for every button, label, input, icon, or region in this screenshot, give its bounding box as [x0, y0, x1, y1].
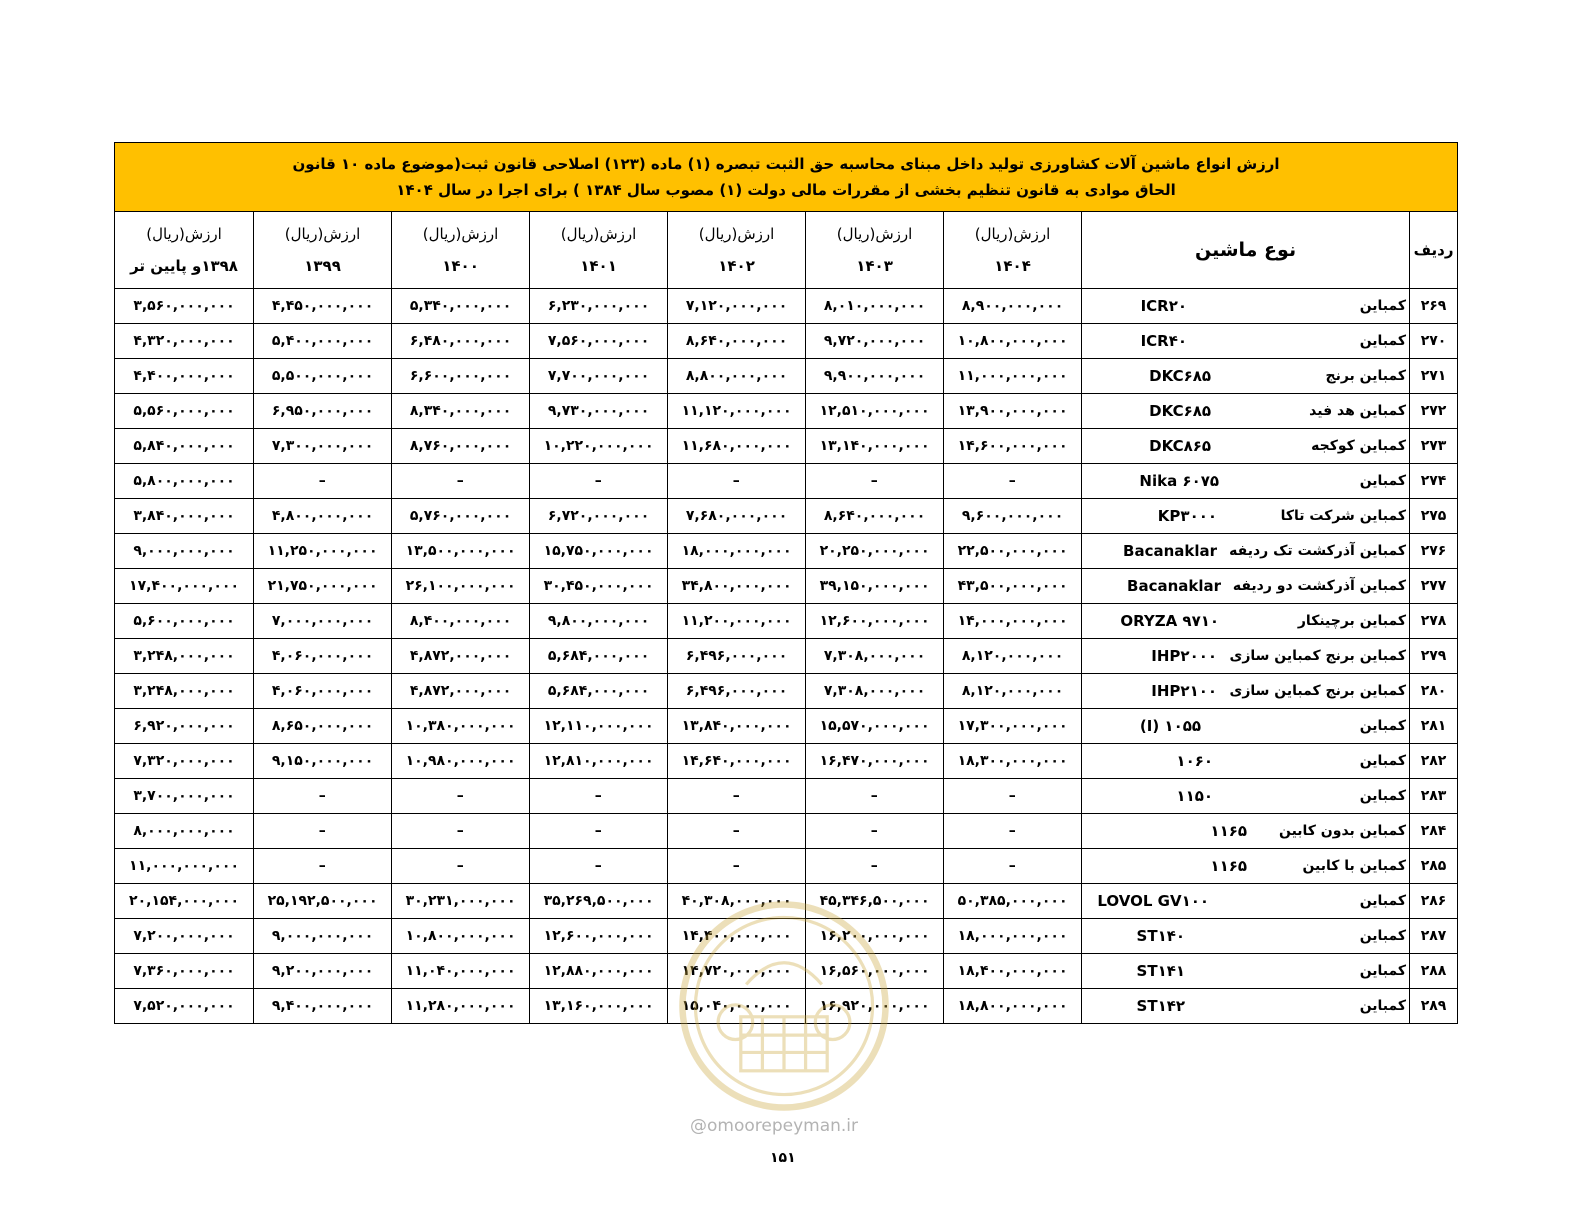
machine-type-cell: [1082, 429, 1410, 464]
value-cell: ۵,۶۰۰,۰۰۰,۰۰۰: [115, 604, 254, 639]
value-cell: ۴,۴۰۰,۰۰۰,۰۰۰: [115, 359, 254, 394]
machine-type-cell: [1082, 674, 1410, 709]
machine-model: DKC۶۸۵: [1149, 367, 1212, 385]
machine-name: کمباین برنج کمباین سازی: [1229, 683, 1407, 699]
machine-model: LOVOL GV۱۰۰: [1097, 892, 1210, 910]
row-number: ۲۷۵: [1410, 499, 1458, 534]
value-cell: ۱۴,۶۴۰,۰۰۰,۰۰۰: [668, 744, 806, 779]
value-cell: ۸,۶۴۰,۰۰۰,۰۰۰: [668, 324, 806, 359]
value-cell: ۹,۸۰۰,۰۰۰,۰۰۰: [530, 604, 668, 639]
header-row: [115, 212, 1458, 289]
header-year: ۱۳۹۹: [304, 257, 341, 275]
title-line-2: الحاق موادی به قانون تنظیم بخشی از مقررات مالی دولت (۱) مصوب سال ۱۳۸۴ ) برای اجرا در سال ۱۴۰۴: [396, 181, 1176, 199]
value-cell: ۹,۲۰۰,۰۰۰,۰۰۰: [254, 954, 392, 989]
value-cell: –: [392, 849, 530, 884]
value-cell: ۸,۸۰۰,۰۰۰,۰۰۰: [668, 359, 806, 394]
machine-model: DKC۶۸۵: [1149, 402, 1212, 420]
value-cell: ۹,۴۰۰,۰۰۰,۰۰۰: [254, 989, 392, 1024]
machine-name: کمباین: [1359, 998, 1407, 1014]
watermark-site: [690, 1116, 858, 1136]
machine-name: کمباین: [1359, 298, 1407, 314]
value-cell: ۶,۹۲۰,۰۰۰,۰۰۰: [115, 709, 254, 744]
value-cell: ۲۱,۷۵۰,۰۰۰,۰۰۰: [254, 569, 392, 604]
value-cell: –: [668, 464, 806, 499]
value-cell: ۱۲,۱۱۰,۰۰۰,۰۰۰: [530, 709, 668, 744]
title-line-1: ارزش انواع ماشین آلات کشاورزی تولید داخل مبنای محاسبه حق الثبت تبصره (۱) ماده (۱۲۳) اصلاحی قانون ثبت(موضوع ماده ۱۰ قانون: [292, 155, 1280, 173]
value-cell: ۱۶,۴۷۰,۰۰۰,۰۰۰: [806, 744, 944, 779]
value-cell: ۷,۳۰۸,۰۰۰,۰۰۰: [806, 674, 944, 709]
value-cell: –: [668, 814, 806, 849]
value-cell: ۹,۶۰۰,۰۰۰,۰۰۰: [944, 499, 1082, 534]
row-number: ۲۷۰: [1410, 324, 1458, 359]
table-row: [115, 289, 1458, 324]
value-cell: ۷,۶۸۰,۰۰۰,۰۰۰: [668, 499, 806, 534]
row-number: ۲۸۵: [1410, 849, 1458, 884]
header-value-label: ارزش(ریال): [560, 225, 637, 243]
value-cell: –: [530, 779, 668, 814]
machine-model: IHP۲۱۰۰: [1151, 682, 1218, 700]
value-cell: ۷,۳۲۰,۰۰۰,۰۰۰: [115, 744, 254, 779]
value-cell: ۵,۸۰۰,۰۰۰,۰۰۰: [115, 464, 254, 499]
value-cell: –: [254, 814, 392, 849]
value-cell: ۴,۴۵۰,۰۰۰,۰۰۰: [254, 289, 392, 324]
value-cell: ۱۸,۳۰۰,۰۰۰,۰۰۰: [944, 744, 1082, 779]
row-number: ۲۷۸: [1410, 604, 1458, 639]
machine-name: کمباین برنج کمباین سازی: [1229, 648, 1407, 664]
value-cell: ۹,۷۳۰,۰۰۰,۰۰۰: [530, 394, 668, 429]
machine-model: ۱۱۶۵: [1210, 857, 1248, 875]
machine-type-cell: [1082, 394, 1410, 429]
machine-name: کمباین: [1359, 788, 1407, 804]
value-cell: –: [668, 779, 806, 814]
row-number: ۲۷۶: [1410, 534, 1458, 569]
value-cell: ۱۵,۵۷۰,۰۰۰,۰۰۰: [806, 709, 944, 744]
value-cell: ۱۱,۲۸۰,۰۰۰,۰۰۰: [392, 989, 530, 1024]
value-cell: ۷,۳۰۰,۰۰۰,۰۰۰: [254, 429, 392, 464]
value-cell: ۱۷,۴۰۰,۰۰۰,۰۰۰: [115, 569, 254, 604]
value-cell: ۲۰,۱۵۴,۰۰۰,۰۰۰: [115, 884, 254, 919]
value-cell: ۱۴,۶۰۰,۰۰۰,۰۰۰: [944, 429, 1082, 464]
valuation-table: [114, 142, 1458, 1024]
value-cell: –: [668, 849, 806, 884]
value-cell: ۹,۰۰۰,۰۰۰,۰۰۰: [115, 534, 254, 569]
header-year-1404: [944, 212, 1082, 289]
value-cell: –: [944, 814, 1082, 849]
value-cell: ۳۰,۲۳۱,۰۰۰,۰۰۰: [392, 884, 530, 919]
machine-type-cell: [1082, 604, 1410, 639]
machine-type-cell: [1082, 569, 1410, 604]
machine-name: کمباین: [1359, 333, 1407, 349]
row-number: ۲۸۶: [1410, 884, 1458, 919]
value-cell: ۶,۴۸۰,۰۰۰,۰۰۰: [392, 324, 530, 359]
watermark-site-text: omoorepeyman.ir: [707, 1116, 859, 1136]
value-cell: –: [254, 849, 392, 884]
value-cell: ۱۳,۱۶۰,۰۰۰,۰۰۰: [530, 989, 668, 1024]
machine-type-cell: [1082, 709, 1410, 744]
value-cell: ۱۵,۰۴۰,۰۰۰,۰۰۰: [668, 989, 806, 1024]
row-number: ۲۸۴: [1410, 814, 1458, 849]
value-cell: –: [392, 814, 530, 849]
value-cell: –: [944, 779, 1082, 814]
value-cell: ۱۱,۲۵۰,۰۰۰,۰۰۰: [254, 534, 392, 569]
machine-type-cell: [1082, 359, 1410, 394]
value-cell: ۱۰,۸۰۰,۰۰۰,۰۰۰: [944, 324, 1082, 359]
row-number: ۲۸۳: [1410, 779, 1458, 814]
machine-model: IHP۲۰۰۰: [1151, 647, 1218, 665]
value-cell: ۱۱,۶۸۰,۰۰۰,۰۰۰: [668, 429, 806, 464]
machine-model: ST۱۴۲: [1136, 997, 1186, 1015]
table-row: [115, 674, 1458, 709]
value-cell: ۵,۶۸۴,۰۰۰,۰۰۰: [530, 639, 668, 674]
value-cell: ۴۳,۵۰۰,۰۰۰,۰۰۰: [944, 569, 1082, 604]
value-cell: ۵,۴۰۰,۰۰۰,۰۰۰: [254, 324, 392, 359]
value-cell: ۱۸,۸۰۰,۰۰۰,۰۰۰: [944, 989, 1082, 1024]
header-value-label: ارزش(ریال): [836, 225, 913, 243]
row-number: ۲۸۲: [1410, 744, 1458, 779]
value-cell: ۸,۴۰۰,۰۰۰,۰۰۰: [392, 604, 530, 639]
value-cell: ۱۶,۲۰۰,۰۰۰,۰۰۰: [806, 919, 944, 954]
value-cell: ۹,۱۵۰,۰۰۰,۰۰۰: [254, 744, 392, 779]
value-cell: ۶,۲۳۰,۰۰۰,۰۰۰: [530, 289, 668, 324]
header-value-label: ارزش(ریال): [698, 225, 775, 243]
machine-model: Nika ۶۰۷۵: [1139, 472, 1220, 490]
table-row: [115, 709, 1458, 744]
table-row: [115, 744, 1458, 779]
value-cell: ۸,۱۲۰,۰۰۰,۰۰۰: [944, 639, 1082, 674]
value-cell: ۲۲,۵۰۰,۰۰۰,۰۰۰: [944, 534, 1082, 569]
value-cell: –: [530, 849, 668, 884]
value-cell: ۹,۰۰۰,۰۰۰,۰۰۰: [254, 919, 392, 954]
value-cell: ۴,۸۷۲,۰۰۰,۰۰۰: [392, 674, 530, 709]
value-cell: ۹,۹۰۰,۰۰۰,۰۰۰: [806, 359, 944, 394]
table-row: [115, 359, 1458, 394]
machine-type-cell: [1082, 954, 1410, 989]
row-number: ۲۸۷: [1410, 919, 1458, 954]
header-year: ۱۴۰۰: [442, 257, 479, 275]
table-row: [115, 814, 1458, 849]
value-cell: ۵۰,۳۸۵,۰۰۰,۰۰۰: [944, 884, 1082, 919]
header-year-1403: [806, 212, 944, 289]
table-row: [115, 604, 1458, 639]
value-cell: ۱۳,۹۰۰,۰۰۰,۰۰۰: [944, 394, 1082, 429]
value-cell: ۱۳,۱۴۰,۰۰۰,۰۰۰: [806, 429, 944, 464]
at-icon: @: [690, 1116, 707, 1136]
value-cell: ۴۵,۳۴۶,۵۰۰,۰۰۰: [806, 884, 944, 919]
value-cell: ۱۰,۳۸۰,۰۰۰,۰۰۰: [392, 709, 530, 744]
header-year: ۱۴۰۳: [856, 257, 893, 275]
value-cell: ۲۵,۱۹۲,۵۰۰,۰۰۰: [254, 884, 392, 919]
header-year-1400: [392, 212, 530, 289]
page-number: ۱۵۱: [770, 1150, 796, 1166]
value-cell: ۵,۷۶۰,۰۰۰,۰۰۰: [392, 499, 530, 534]
machine-type-cell: [1082, 989, 1410, 1024]
value-cell: –: [254, 464, 392, 499]
value-cell: ۱۴,۴۰۰,۰۰۰,۰۰۰: [668, 919, 806, 954]
value-cell: ۵,۸۴۰,۰۰۰,۰۰۰: [115, 429, 254, 464]
header-year-1402: [668, 212, 806, 289]
table-row: [115, 394, 1458, 429]
table-row: [115, 464, 1458, 499]
value-cell: ۴,۰۶۰,۰۰۰,۰۰۰: [254, 639, 392, 674]
value-cell: ۷,۷۰۰,۰۰۰,۰۰۰: [530, 359, 668, 394]
row-number: ۲۷۱: [1410, 359, 1458, 394]
value-cell: ۷,۵۶۰,۰۰۰,۰۰۰: [530, 324, 668, 359]
value-cell: ۱۱,۱۲۰,۰۰۰,۰۰۰: [668, 394, 806, 429]
header-year: ۱۴۰۴: [994, 257, 1031, 275]
value-cell: ۸,۳۴۰,۰۰۰,۰۰۰: [392, 394, 530, 429]
value-cell: ۱۰,۸۰۰,۰۰۰,۰۰۰: [392, 919, 530, 954]
row-number: ۲۷۴: [1410, 464, 1458, 499]
value-cell: ۵,۶۸۴,۰۰۰,۰۰۰: [530, 674, 668, 709]
machine-model: ۱۰۶۰: [1176, 752, 1214, 770]
value-cell: ۴,۸۰۰,۰۰۰,۰۰۰: [254, 499, 392, 534]
machine-type-cell: [1082, 534, 1410, 569]
machine-type-cell: [1082, 464, 1410, 499]
value-cell: ۶,۴۹۶,۰۰۰,۰۰۰: [668, 674, 806, 709]
value-cell: ۱۶,۹۲۰,۰۰۰,۰۰۰: [806, 989, 944, 1024]
value-cell: ۱۸,۰۰۰,۰۰۰,۰۰۰: [944, 919, 1082, 954]
machine-name: کمباین برچینکار: [1297, 613, 1407, 629]
machine-name: کمباین: [1359, 928, 1407, 944]
row-number: ۲۷۷: [1410, 569, 1458, 604]
row-number: ۲۶۹: [1410, 289, 1458, 324]
value-cell: ۱۲,۶۰۰,۰۰۰,۰۰۰: [530, 919, 668, 954]
machine-name: کمباین: [1359, 963, 1407, 979]
value-cell: ۱۱,۰۰۰,۰۰۰,۰۰۰: [115, 849, 254, 884]
value-cell: ۱۲,۸۸۰,۰۰۰,۰۰۰: [530, 954, 668, 989]
machine-type-cell: [1082, 814, 1410, 849]
machine-name: کمباین با کابین: [1302, 858, 1407, 874]
machine-type-cell: [1082, 639, 1410, 674]
value-cell: ۱۲,۵۱۰,۰۰۰,۰۰۰: [806, 394, 944, 429]
value-cell: ۳,۲۴۸,۰۰۰,۰۰۰: [115, 639, 254, 674]
value-cell: ۱۱,۲۰۰,۰۰۰,۰۰۰: [668, 604, 806, 639]
value-cell: ۸,۰۰۰,۰۰۰,۰۰۰: [115, 814, 254, 849]
value-cell: ۱۱,۰۴۰,۰۰۰,۰۰۰: [392, 954, 530, 989]
value-cell: –: [254, 779, 392, 814]
value-cell: –: [806, 849, 944, 884]
value-cell: –: [530, 814, 668, 849]
machine-name: کمباین کوکجه: [1311, 438, 1407, 454]
machine-type-cell: [1082, 919, 1410, 954]
value-cell: ۸,۹۰۰,۰۰۰,۰۰۰: [944, 289, 1082, 324]
value-cell: ۵,۵۰۰,۰۰۰,۰۰۰: [254, 359, 392, 394]
machine-name: کمباین: [1359, 473, 1407, 489]
value-cell: ۱۰,۲۲۰,۰۰۰,۰۰۰: [530, 429, 668, 464]
machine-model: DKC۸۶۵: [1149, 437, 1212, 455]
machine-name: کمباین هد فید: [1309, 403, 1407, 419]
value-cell: ۱۱,۰۰۰,۰۰۰,۰۰۰: [944, 359, 1082, 394]
header-year: ۱۴۰۲: [718, 257, 755, 275]
value-cell: ۴,۸۷۲,۰۰۰,۰۰۰: [392, 639, 530, 674]
value-cell: ۱۰,۹۸۰,۰۰۰,۰۰۰: [392, 744, 530, 779]
row-number: ۲۷۳: [1410, 429, 1458, 464]
value-cell: ۷,۰۰۰,۰۰۰,۰۰۰: [254, 604, 392, 639]
value-cell: ۱۷,۳۰۰,۰۰۰,۰۰۰: [944, 709, 1082, 744]
value-cell: –: [392, 464, 530, 499]
value-cell: –: [806, 464, 944, 499]
row-number: ۲۷۹: [1410, 639, 1458, 674]
machine-type-cell: [1082, 744, 1410, 779]
value-cell: ۲۰,۲۵۰,۰۰۰,۰۰۰: [806, 534, 944, 569]
title-row: [115, 143, 1458, 212]
machine-name: کمباین شرکت تاکا: [1280, 508, 1407, 524]
header-row-number: ردیف: [1410, 212, 1458, 289]
row-number: ۲۸۰: [1410, 674, 1458, 709]
value-cell: ۳,۷۰۰,۰۰۰,۰۰۰: [115, 779, 254, 814]
value-cell: ۳۹,۱۵۰,۰۰۰,۰۰۰: [806, 569, 944, 604]
machine-model: Bacanaklar: [1123, 542, 1218, 560]
machine-name: کمباین آذرکشت دو ردیفه: [1232, 578, 1407, 594]
value-cell: ۷,۳۰۸,۰۰۰,۰۰۰: [806, 639, 944, 674]
value-cell: –: [530, 464, 668, 499]
header-machine-type: نوع ماشین: [1082, 212, 1410, 289]
machine-name: کمباین بدون کابین: [1278, 823, 1407, 839]
table-row: [115, 429, 1458, 464]
row-number: ۲۸۸: [1410, 954, 1458, 989]
value-cell: ۸,۶۴۰,۰۰۰,۰۰۰: [806, 499, 944, 534]
machine-model: ST۱۴۱: [1136, 962, 1186, 980]
machine-name: کمباین: [1359, 753, 1407, 769]
machine-name: کمباین: [1359, 893, 1407, 909]
value-cell: ۸,۶۵۰,۰۰۰,۰۰۰: [254, 709, 392, 744]
value-cell: ۱۲,۸۱۰,۰۰۰,۰۰۰: [530, 744, 668, 779]
machine-model: (I) ۱۰۵۵: [1139, 717, 1202, 735]
value-cell: ۱۸,۰۰۰,۰۰۰,۰۰۰: [668, 534, 806, 569]
machine-model: ۱۱۵۰: [1176, 787, 1214, 805]
value-cell: ۳۴,۸۰۰,۰۰۰,۰۰۰: [668, 569, 806, 604]
table-row: [115, 569, 1458, 604]
machine-name: کمباین برنج: [1325, 368, 1407, 384]
value-cell: ۱۲,۶۰۰,۰۰۰,۰۰۰: [806, 604, 944, 639]
machine-type-cell: [1082, 499, 1410, 534]
machine-model: ICR۴۰: [1140, 332, 1188, 350]
value-cell: ۱۸,۴۰۰,۰۰۰,۰۰۰: [944, 954, 1082, 989]
value-cell: –: [806, 814, 944, 849]
header-value-label: ارزش(ریال): [974, 225, 1051, 243]
row-number: ۲۷۲: [1410, 394, 1458, 429]
table-row: [115, 779, 1458, 814]
row-number: ۲۸۱: [1410, 709, 1458, 744]
value-cell: ۷,۲۰۰,۰۰۰,۰۰۰: [115, 919, 254, 954]
value-cell: ۶,۶۰۰,۰۰۰,۰۰۰: [392, 359, 530, 394]
table-row: [115, 639, 1458, 674]
header-year-1399: [254, 212, 392, 289]
table-title: [115, 143, 1458, 212]
value-cell: ۱۴,۰۰۰,۰۰۰,۰۰۰: [944, 604, 1082, 639]
value-cell: ۴۰,۳۰۸,۰۰۰,۰۰۰: [668, 884, 806, 919]
value-cell: ۴,۰۶۰,۰۰۰,۰۰۰: [254, 674, 392, 709]
machine-model: ORYZA ۹۷۱۰: [1120, 612, 1220, 630]
value-cell: ۶,۹۵۰,۰۰۰,۰۰۰: [254, 394, 392, 429]
value-cell: ۸,۰۱۰,۰۰۰,۰۰۰: [806, 289, 944, 324]
value-cell: ۷,۱۲۰,۰۰۰,۰۰۰: [668, 289, 806, 324]
machine-type-cell: [1082, 884, 1410, 919]
value-cell: ۷,۳۶۰,۰۰۰,۰۰۰: [115, 954, 254, 989]
value-cell: ۱۵,۷۵۰,۰۰۰,۰۰۰: [530, 534, 668, 569]
header-year-1401: [530, 212, 668, 289]
value-cell: ۳,۸۴۰,۰۰۰,۰۰۰: [115, 499, 254, 534]
value-cell: ۱۴,۷۲۰,۰۰۰,۰۰۰: [668, 954, 806, 989]
machine-type-cell: [1082, 779, 1410, 814]
value-cell: ۳,۲۴۸,۰۰۰,۰۰۰: [115, 674, 254, 709]
value-cell: –: [944, 849, 1082, 884]
value-cell: ۳۵,۲۶۹,۵۰۰,۰۰۰: [530, 884, 668, 919]
header-year: ۱۳۹۸و پایین تر: [130, 257, 238, 275]
value-cell: ۱۳,۸۴۰,۰۰۰,۰۰۰: [668, 709, 806, 744]
value-cell: ۲۶,۱۰۰,۰۰۰,۰۰۰: [392, 569, 530, 604]
header-year: ۱۴۰۱: [580, 257, 617, 275]
value-cell: ۶,۷۲۰,۰۰۰,۰۰۰: [530, 499, 668, 534]
seal-logo-icon: [676, 898, 892, 1114]
row-number: ۲۸۹: [1410, 989, 1458, 1024]
value-cell: –: [806, 779, 944, 814]
value-cell: ۸,۷۶۰,۰۰۰,۰۰۰: [392, 429, 530, 464]
machine-type-cell: [1082, 289, 1410, 324]
value-cell: ۵,۵۶۰,۰۰۰,۰۰۰: [115, 394, 254, 429]
value-cell: ۳,۵۶۰,۰۰۰,۰۰۰: [115, 289, 254, 324]
value-cell: –: [392, 779, 530, 814]
value-cell: ۱۶,۵۶۰,۰۰۰,۰۰۰: [806, 954, 944, 989]
table-row: [115, 499, 1458, 534]
value-cell: –: [944, 464, 1082, 499]
value-cell: ۱۳,۵۰۰,۰۰۰,۰۰۰: [392, 534, 530, 569]
table-row: [115, 849, 1458, 884]
header-value-label: ارزش(ریال): [146, 225, 222, 243]
machine-name: کمباین آذرکشت تک ردیفه: [1229, 543, 1407, 559]
value-cell: ۷,۵۲۰,۰۰۰,۰۰۰: [115, 989, 254, 1024]
value-cell: ۸,۱۲۰,۰۰۰,۰۰۰: [944, 674, 1082, 709]
header-value-label: ارزش(ریال): [284, 225, 361, 243]
header-year-1398: [115, 212, 254, 289]
value-cell: ۳۰,۴۵۰,۰۰۰,۰۰۰: [530, 569, 668, 604]
machine-type-cell: [1082, 324, 1410, 359]
value-cell: ۶,۴۹۶,۰۰۰,۰۰۰: [668, 639, 806, 674]
value-cell: ۹,۷۲۰,۰۰۰,۰۰۰: [806, 324, 944, 359]
value-cell: ۵,۳۴۰,۰۰۰,۰۰۰: [392, 289, 530, 324]
machine-model: ۱۱۶۵: [1210, 822, 1248, 840]
machine-model: ICR۲۰: [1140, 297, 1188, 315]
machine-type-cell: [1082, 849, 1410, 884]
machine-name: کمباین: [1359, 718, 1407, 734]
machine-model: KP۳۰۰۰: [1157, 507, 1218, 525]
machine-model: ST۱۴۰: [1136, 927, 1186, 945]
machine-model: Bacanaklar: [1127, 577, 1222, 595]
header-value-label: ارزش(ریال): [422, 225, 499, 243]
table-row: [115, 534, 1458, 569]
value-cell: ۴,۳۲۰,۰۰۰,۰۰۰: [115, 324, 254, 359]
table-row: [115, 324, 1458, 359]
